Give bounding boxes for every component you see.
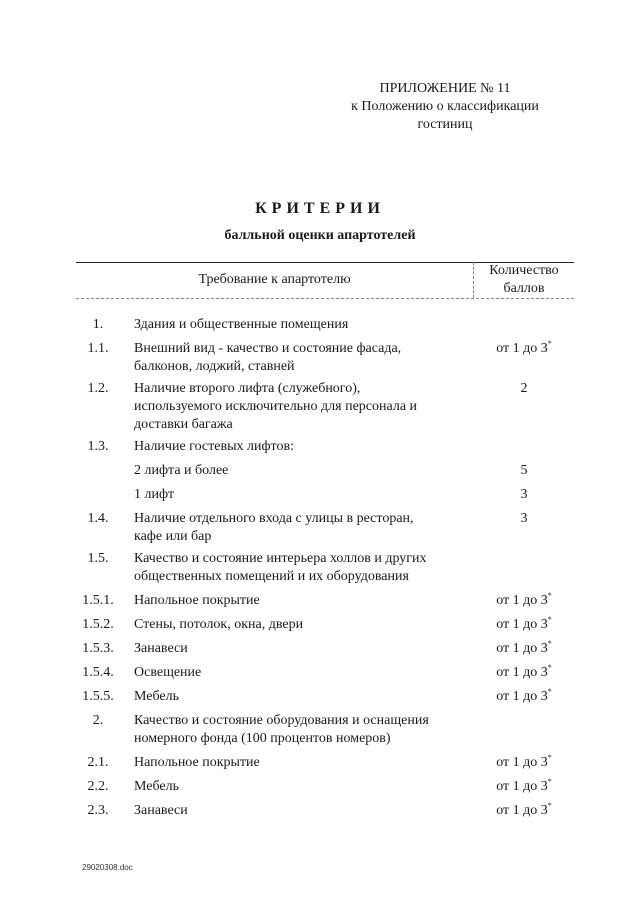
points-value: от 1 до 3 — [496, 779, 548, 794]
criteria-text — [134, 592, 464, 610]
criteria-points — [474, 688, 574, 706]
points-value: от 1 до 3 — [496, 593, 548, 608]
criteria-text — [134, 462, 464, 480]
points-value: 3 — [520, 511, 528, 526]
criteria-text-line: общественных помещений и их оборудования — [134, 569, 409, 584]
criteria-points — [474, 592, 574, 610]
criteria-number: 2.3. — [87, 803, 109, 818]
criteria-points — [474, 462, 574, 480]
criteria-text — [134, 380, 464, 434]
criteria-number: 1.5.4. — [82, 665, 114, 680]
criteria-text — [134, 688, 464, 706]
criteria-number: 1.5.1. — [82, 593, 114, 608]
criteria-text-line: номерного фонда (100 процентов номеров) — [134, 731, 391, 746]
footnote-marker: * — [547, 339, 552, 348]
criteria-number: 1.5.5. — [82, 689, 114, 704]
criteria-text-line: Наличие отдельного входа с улицы в ресторан, — [134, 511, 414, 526]
criteria-text — [134, 550, 464, 586]
points-value: 3 — [520, 487, 528, 502]
appendix-subject: гостиниц — [417, 117, 473, 132]
criteria-text — [134, 510, 464, 546]
footnote-marker: * — [547, 687, 552, 696]
criteria-number: 1.5.3. — [82, 641, 114, 656]
points-value: 5 — [520, 463, 528, 478]
criteria-points — [474, 510, 574, 528]
criteria-text-line: Внешний вид - качество и состояние фасада, — [134, 341, 402, 356]
points-value: от 1 до 3 — [496, 803, 548, 818]
footnote-marker: * — [547, 639, 552, 648]
criteria-text — [134, 438, 464, 456]
footnote-marker: * — [547, 663, 552, 672]
criteria-points — [474, 380, 574, 398]
footnote-marker: * — [547, 777, 552, 786]
criteria-text — [134, 640, 464, 658]
criteria-text-line: Занавеси — [134, 803, 188, 818]
criteria-text — [134, 778, 464, 796]
criteria-number: 1.4. — [87, 511, 109, 526]
file-name-footer: 29020308.doc — [82, 863, 133, 872]
criteria-text-line: Наличие гостевых лифтов: — [134, 439, 294, 454]
criteria-text — [134, 802, 464, 820]
criteria-points — [474, 486, 574, 504]
column-header-requirement: Требование к апартотелю — [198, 272, 351, 287]
criteria-text — [134, 664, 464, 682]
criteria-number: 2. — [92, 713, 104, 728]
criteria-text-line: Напольное покрытие — [134, 593, 260, 608]
footnote-marker: * — [547, 753, 552, 762]
criteria-text-line: Здания и общественные помещения — [134, 317, 349, 332]
criteria-number: 2.1. — [87, 755, 109, 770]
criteria-text-line: Мебель — [134, 689, 180, 704]
criteria-number: 1.3. — [87, 439, 109, 454]
footnote-marker: * — [547, 801, 552, 810]
criteria-text-line: Освещение — [134, 665, 202, 680]
criteria-text — [134, 486, 464, 504]
criteria-text-line: кафе или бар — [134, 529, 212, 544]
criteria-number: 1.2. — [87, 381, 109, 396]
column-header-points — [474, 262, 574, 298]
criteria-number: 1.1. — [87, 341, 109, 356]
column-header-points-line2: баллов — [503, 281, 545, 296]
criteria-text-line: Наличие второго лифта (служебного), — [134, 381, 361, 396]
criteria-text — [134, 340, 464, 376]
criteria-text-line: 1 лифт — [134, 487, 175, 502]
criteria-points — [474, 802, 574, 820]
criteria-text-line: доставки багажа — [134, 417, 233, 432]
appendix-reference: к Положению о классификации — [351, 99, 539, 114]
criteria-number: 1.5.2. — [82, 617, 114, 632]
appendix-number: ПРИЛОЖЕНИЕ № 11 — [379, 81, 511, 96]
criteria-points — [474, 664, 574, 682]
criteria-text-line: Мебель — [134, 779, 180, 794]
criteria-points — [474, 640, 574, 658]
criteria-text-line: 2 лифта и более — [134, 463, 229, 478]
footnote-marker: * — [547, 615, 552, 624]
criteria-points — [474, 754, 574, 772]
criteria-number: 1. — [92, 317, 104, 332]
criteria-points — [474, 340, 574, 358]
criteria-text-line: балконов, лоджий, ставней — [134, 359, 295, 374]
criteria-number: 1.5. — [87, 551, 109, 566]
criteria-points — [474, 778, 574, 796]
points-value: от 1 до 3 — [496, 617, 548, 632]
points-value: от 1 до 3 — [496, 341, 548, 356]
appendix-header — [330, 80, 560, 134]
column-header-points-line1: Количество — [489, 263, 559, 278]
points-value: от 1 до 3 — [496, 641, 548, 656]
criteria-text — [134, 616, 464, 634]
criteria-text-line: используемого исключительно для персонала и — [134, 399, 418, 414]
table-header-bottom-rule — [76, 298, 574, 299]
points-value: 2 — [520, 381, 528, 396]
criteria-points — [474, 616, 574, 634]
criteria-text-line: Занавеси — [134, 641, 188, 656]
criteria-text — [134, 754, 464, 772]
criteria-text — [134, 712, 464, 748]
criteria-text-line: Качество и состояние оборудования и оснащения — [134, 713, 429, 728]
criteria-number: 2.2. — [87, 779, 109, 794]
points-value: от 1 до 3 — [496, 755, 548, 770]
criteria-text-line: Напольное покрытие — [134, 755, 260, 770]
criteria-text-line: Качество и состояние интерьера холлов и других — [134, 551, 427, 566]
criteria-text-line: Стены, потолок, окна, двери — [134, 617, 304, 632]
document-title: КРИТЕРИИ — [255, 200, 385, 217]
points-value: от 1 до 3 — [496, 689, 548, 704]
document-subtitle: балльной оценки апартотелей — [224, 228, 416, 243]
criteria-text — [134, 316, 464, 334]
footnote-marker: * — [547, 591, 552, 600]
points-value: от 1 до 3 — [496, 665, 548, 680]
